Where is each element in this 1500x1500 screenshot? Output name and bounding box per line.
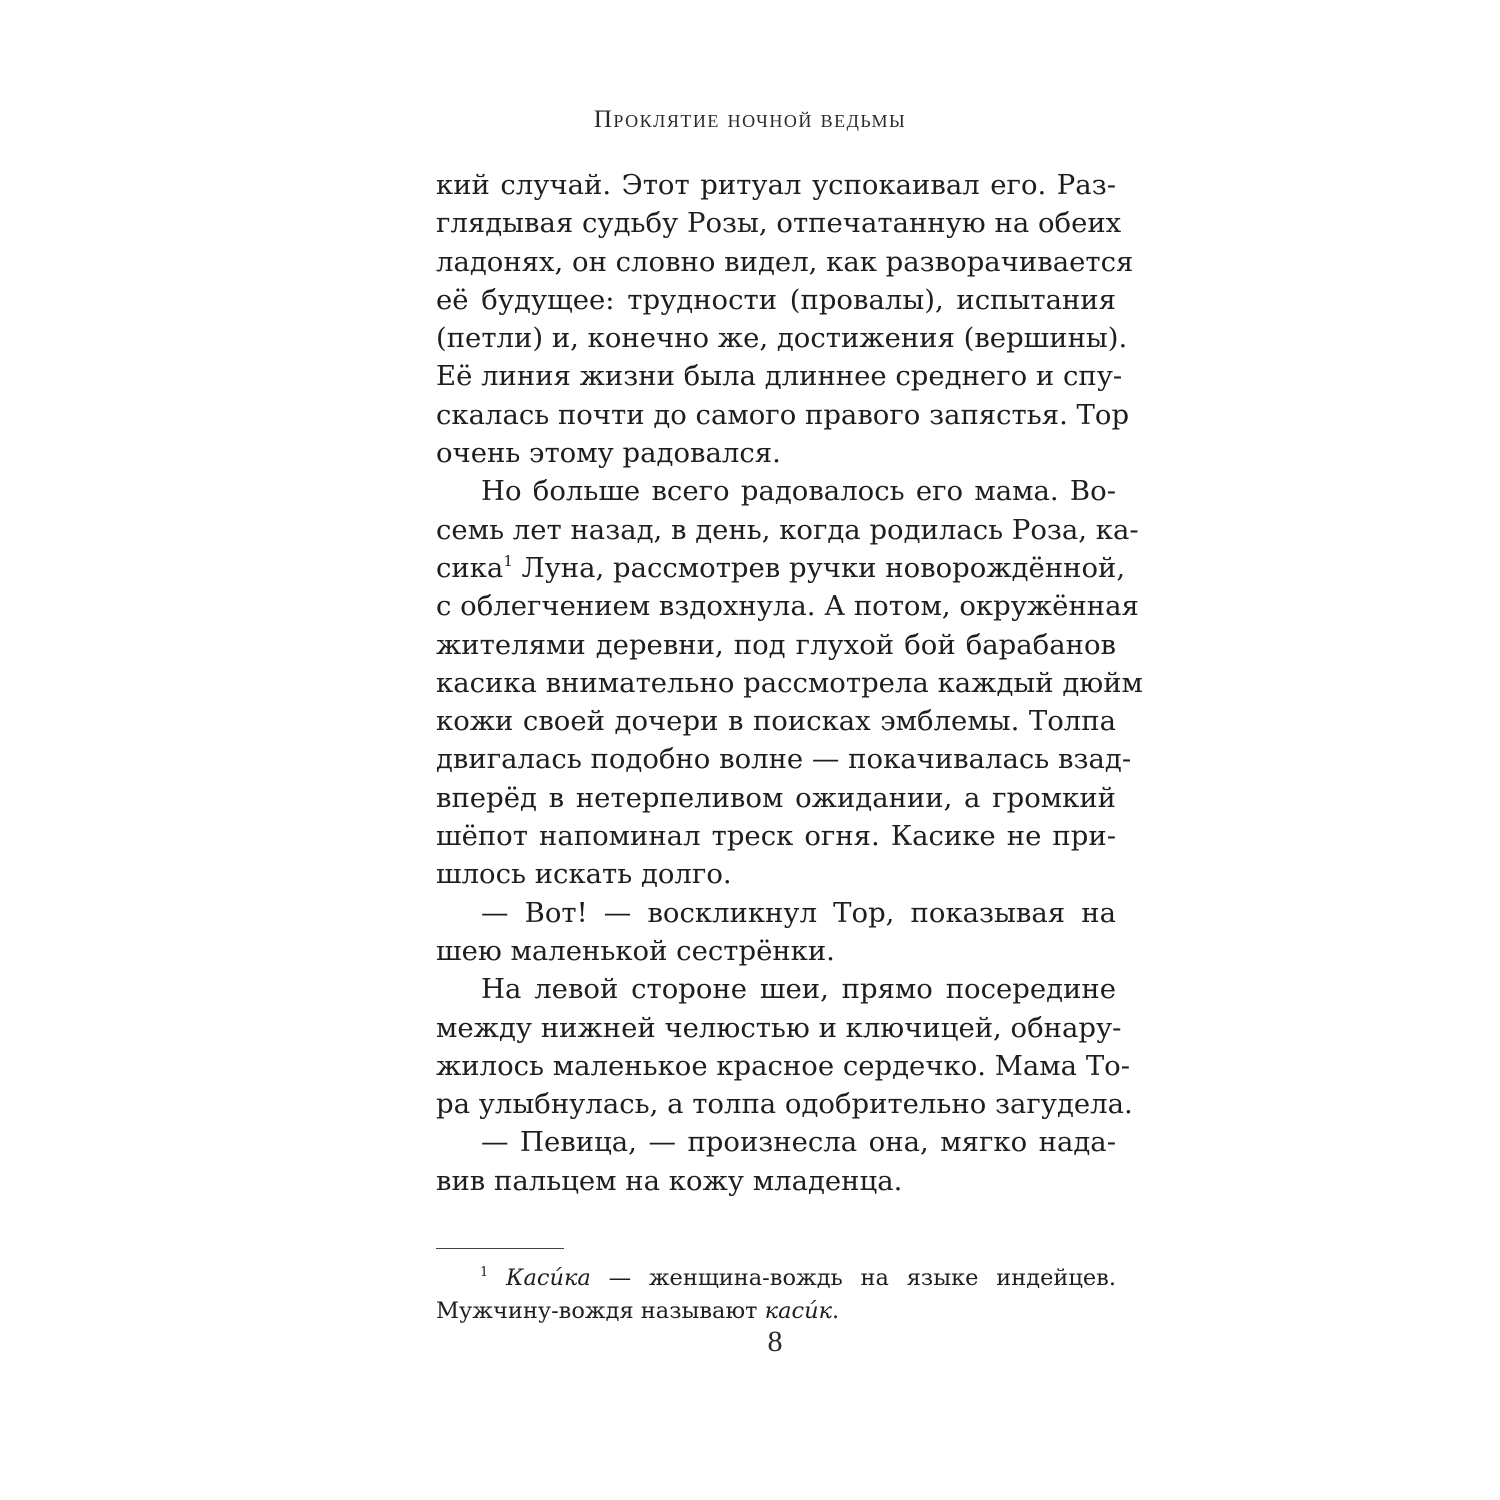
- text-line: шлось искать долго.: [436, 858, 732, 891]
- footnote-end: .: [832, 1298, 840, 1324]
- text-line: глядывая судьбу Розы, отпечатанную на обеих: [436, 207, 1122, 240]
- text-line: семь лет назад, в день, когда родилась Роза, ка-: [436, 513, 1139, 546]
- footnote-term: касúк: [764, 1298, 833, 1324]
- footnote-reference: 1: [503, 551, 513, 570]
- text-line: шёпот напоминал треск огня. Касике не при-: [436, 820, 1116, 853]
- text-line: кожи своей дочери в поисках эмблемы. Толпа: [436, 705, 1116, 738]
- text-fragment: Луна, рассмотрев ручки новорождённой,: [521, 551, 1126, 584]
- body-text: [436, 166, 1143, 1200]
- footnote-definition: — женщина-вождь на языке индейцев.: [590, 1265, 1116, 1291]
- page-number: 8: [767, 1325, 783, 1358]
- footnote: [436, 1262, 1116, 1328]
- footnote-divider: [436, 1248, 564, 1249]
- text-line: вив пальцем на кожу младенца.: [436, 1164, 903, 1197]
- running-head: Проклятие ночной ведьмы: [593, 106, 907, 133]
- text-line: ра улыбнулась, а толпа одобрительно загудела.: [436, 1088, 1133, 1121]
- text-line: очень этому радовался.: [436, 437, 781, 470]
- text-line: двигалась подобно волне — покачивалась взад-: [436, 743, 1132, 776]
- text-line: (петли) и, конечно же, достижения (вершины).: [436, 322, 1128, 355]
- text-line: жилось маленькое красное сердечко. Мама То-: [436, 1049, 1131, 1082]
- footnote-line: [436, 1262, 1116, 1295]
- text-line: — Вот! — воскликнул Тор, показывая на: [481, 896, 1116, 929]
- text-line: ладонях, он словно видел, как разворачивается: [436, 245, 1134, 278]
- footnote-line: [436, 1295, 1116, 1328]
- text-line-with-footnote: [436, 549, 1126, 587]
- text-line: скалась почти до самого правого запястья. Тор: [436, 398, 1130, 431]
- text-line: Но больше всего радовалось его мама. Во-: [481, 475, 1116, 508]
- text-line: На левой стороне шеи, прямо посередине: [481, 973, 1116, 1006]
- text-line: между нижней челюстью и ключицей, обнару-: [436, 1011, 1122, 1044]
- text-line: касика внимательно рассмотрела каждый дюйм: [436, 666, 1143, 699]
- text-line: её будущее: трудности (провалы), испытания: [436, 283, 1116, 316]
- text-line: — Певица, — произнесла она, мягко нада-: [481, 1126, 1116, 1159]
- text-line: шею маленькой сестрёнки.: [436, 934, 835, 967]
- text-line: жителями деревни, под глухой бой барабанов: [436, 628, 1116, 661]
- text-line: с облегчением вздохнула. А потом, окружённая: [436, 590, 1139, 623]
- text-line: вперёд в нетерпеливом ожидании, а громкий: [436, 781, 1116, 814]
- text-line: кий случай. Этот ритуал успокаивал его. Раз-: [436, 169, 1116, 201]
- text-line: Её линия жизни была длиннее среднего и спу-: [436, 360, 1123, 393]
- footnote-term: Касúка: [506, 1265, 591, 1291]
- footnote-text: Мужчину-вождя называют: [436, 1298, 765, 1324]
- text-fragment: сика: [436, 551, 504, 584]
- footnote-marker: 1: [480, 1265, 489, 1280]
